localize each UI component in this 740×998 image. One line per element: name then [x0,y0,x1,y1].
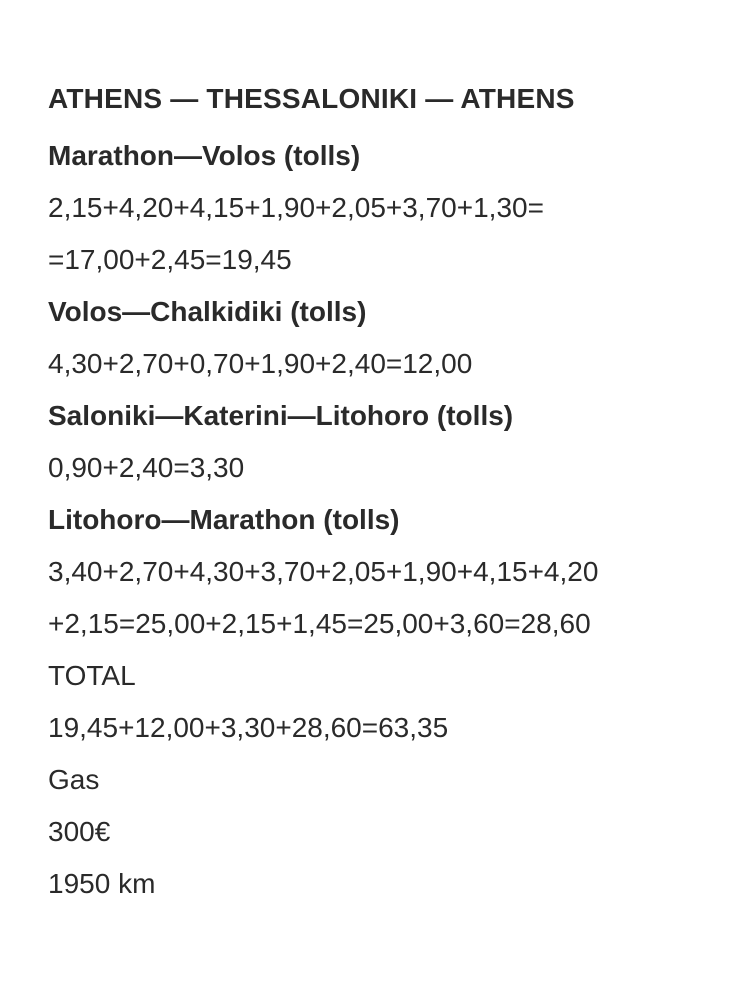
distance: 1950 km [48,868,156,899]
toll-line: +2,15=25,00+2,15+1,45=25,00+3,60=28,60 [48,608,591,639]
toll-line: 3,40+2,70+4,30+3,70+2,05+1,90+4,15+4,20 [48,556,599,587]
gas-label: Gas [48,764,100,795]
section-heading-litohoro-marathon: Litohoro—Marathon (tolls) [48,504,400,535]
toll-line: =17,00+2,45=19,45 [48,244,292,275]
toll-line: 2,15+4,20+4,15+1,90+2,05+3,70+1,30= [48,192,544,223]
section-heading-volos-chalkidiki: Volos—Chalkidiki (tolls) [48,296,367,327]
total-label: TOTAL [48,660,136,691]
note-title: ATHENS — THESSALONIKI — ATHENS [48,83,575,114]
note-body [48,78,718,910]
toll-line: 0,90+2,40=3,30 [48,452,245,483]
total-line: 19,45+12,00+3,30+28,60=63,35 [48,712,449,743]
section-heading-saloniki-litohoro: Saloniki—Katerini—Litohoro (tolls) [48,400,514,431]
gas-cost: 300€ [48,816,111,847]
section-heading-marathon-volos: Marathon—Volos (tolls) [48,140,361,171]
toll-line: 4,30+2,70+0,70+1,90+2,40=12,00 [48,348,473,379]
